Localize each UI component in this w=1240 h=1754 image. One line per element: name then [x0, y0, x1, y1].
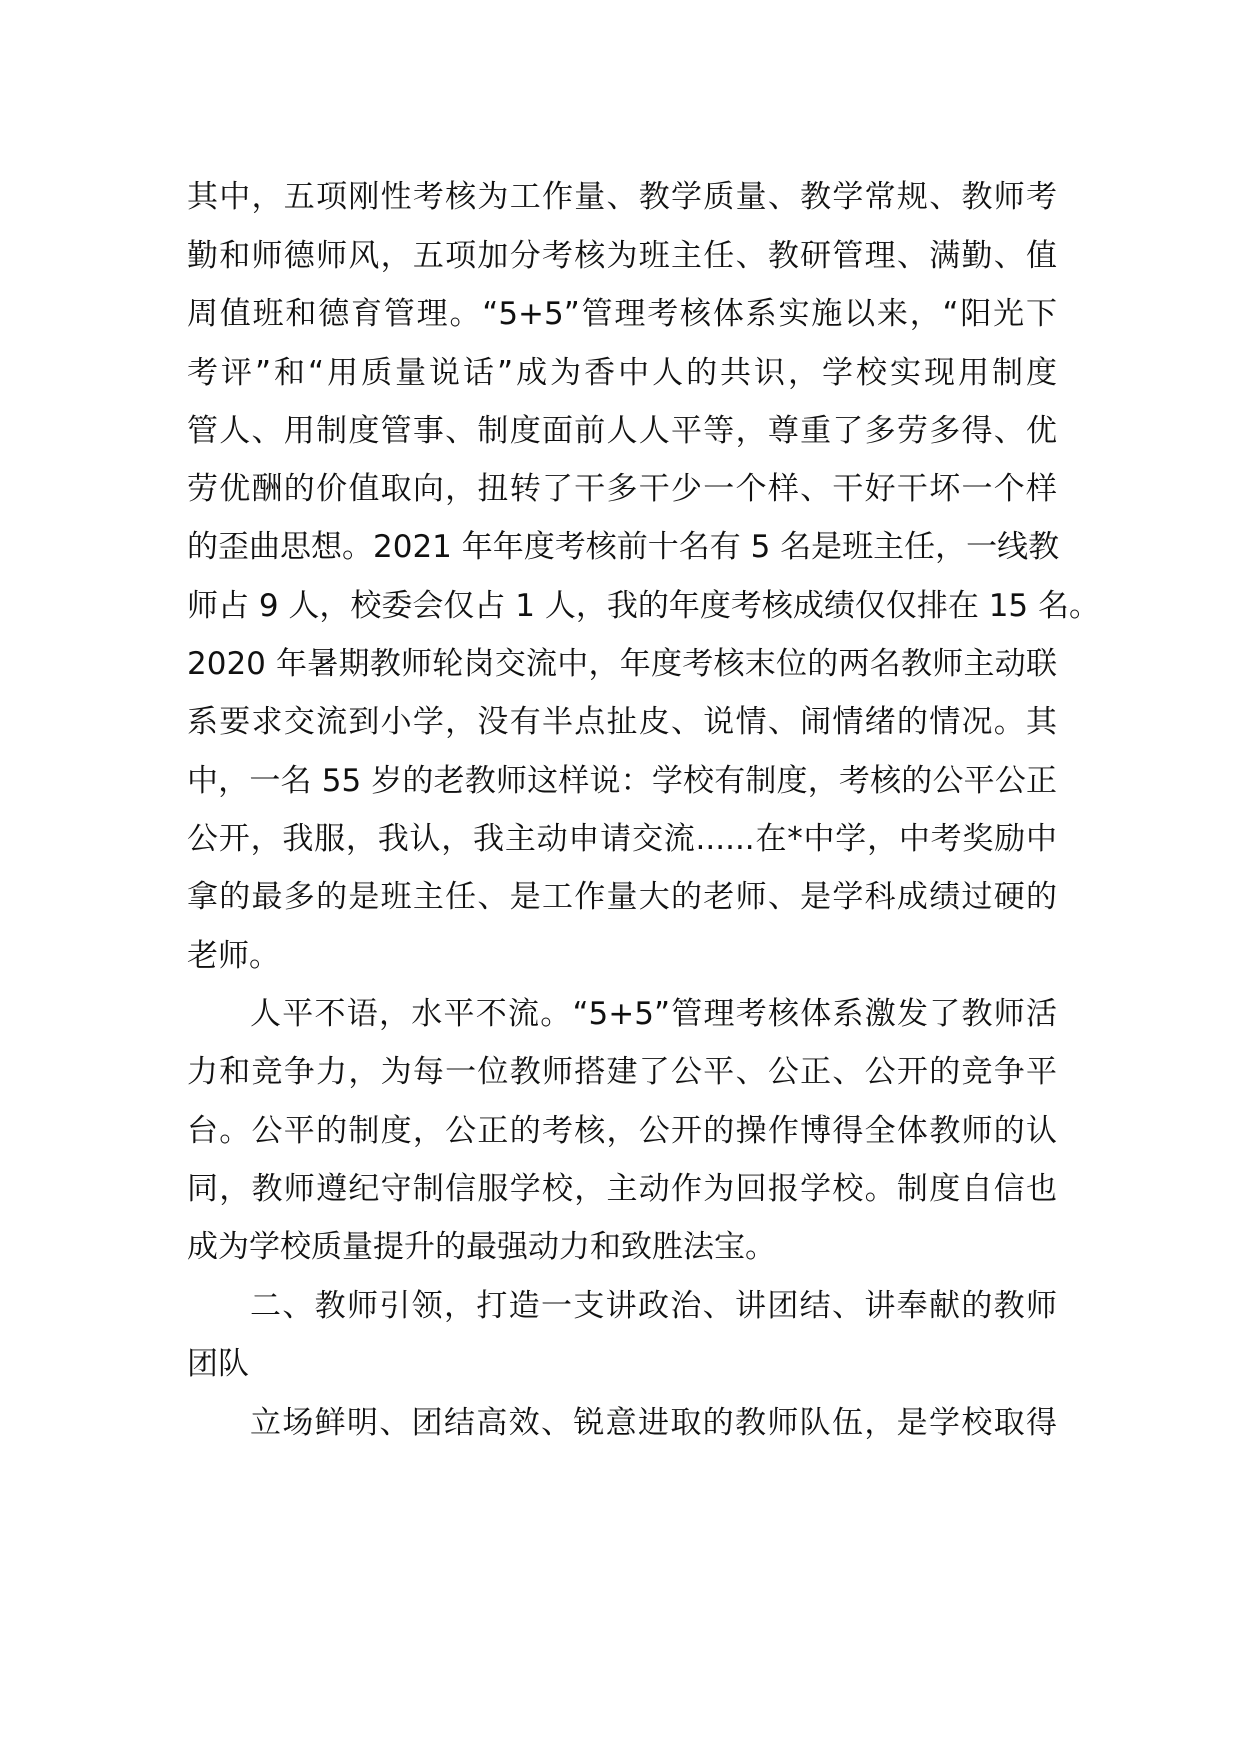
- paragraph-first-line: 人平不语，水平不流。“5+5”管理考核体系激发了教师活: [250, 996, 1057, 1032]
- text-line: 的歪曲思想。2021 年年度考核前十名有 5 名是班主任，一线教: [187, 529, 1060, 565]
- section-heading-line: 团队: [187, 1346, 249, 1382]
- text-line: 勤和师德师风，五项加分考核为班主任、教研管理、满勤、值: [187, 238, 1057, 274]
- text-line: 师占 9 人，校委会仅占 1 人，我的年度考核成绩仅仅排在 15 名。: [187, 588, 1101, 624]
- text-line: 力和竞争力，为每一位教师搭建了公平、公正、公开的竞争平: [187, 1054, 1057, 1090]
- text-line: 成为学校质量提升的最强动力和致胜法宝。: [187, 1229, 776, 1265]
- section-heading-line: 二、教师引领，打造一支讲政治、讲团结、讲奉献的教师: [250, 1288, 1057, 1324]
- text-line: 2020 年暑期教师轮岗交流中，年度考核末位的两名教师主动联: [187, 646, 1057, 682]
- paragraph-first-line: 立场鲜明、团结高效、锐意进取的教师队伍，是学校取得: [250, 1405, 1057, 1441]
- text-line: 其中，五项刚性考核为工作量、教学质量、教学常规、教师考: [187, 179, 1057, 215]
- text-line: 公开，我服，我认，我主动申请交流......在*中学，中考奖励中: [187, 821, 1057, 857]
- text-line: 拿的最多的是班主任、是工作量大的老师、是学科成绩过硬的: [187, 879, 1057, 915]
- text-line: 周值班和德育管理。“5+5”管理考核体系实施以来，“阳光下: [187, 296, 1057, 332]
- text-line: 系要求交流到小学，没有半点扯皮、说情、闹情绪的情况。其: [187, 704, 1057, 740]
- text-line: 同，教师遵纪守制信服学校，主动作为回报学校。制度自信也: [187, 1171, 1057, 1207]
- text-line: 劳优酬的价值取向，扭转了干多干少一个样、干好干坏一个样: [187, 471, 1057, 507]
- text-line: 考评”和“用质量说话”成为香中人的共识，学校实现用制度: [187, 355, 1057, 391]
- text-line: 老师。: [187, 938, 280, 974]
- text-line: 台。公平的制度，公正的考核，公开的操作博得全体教师的认: [187, 1113, 1057, 1149]
- text-line: 管人、用制度管事、制度面前人人平等，尊重了多劳多得、优: [187, 413, 1057, 449]
- text-line: 中，一名 55 岁的老教师这样说：学校有制度，考核的公平公正: [187, 763, 1057, 799]
